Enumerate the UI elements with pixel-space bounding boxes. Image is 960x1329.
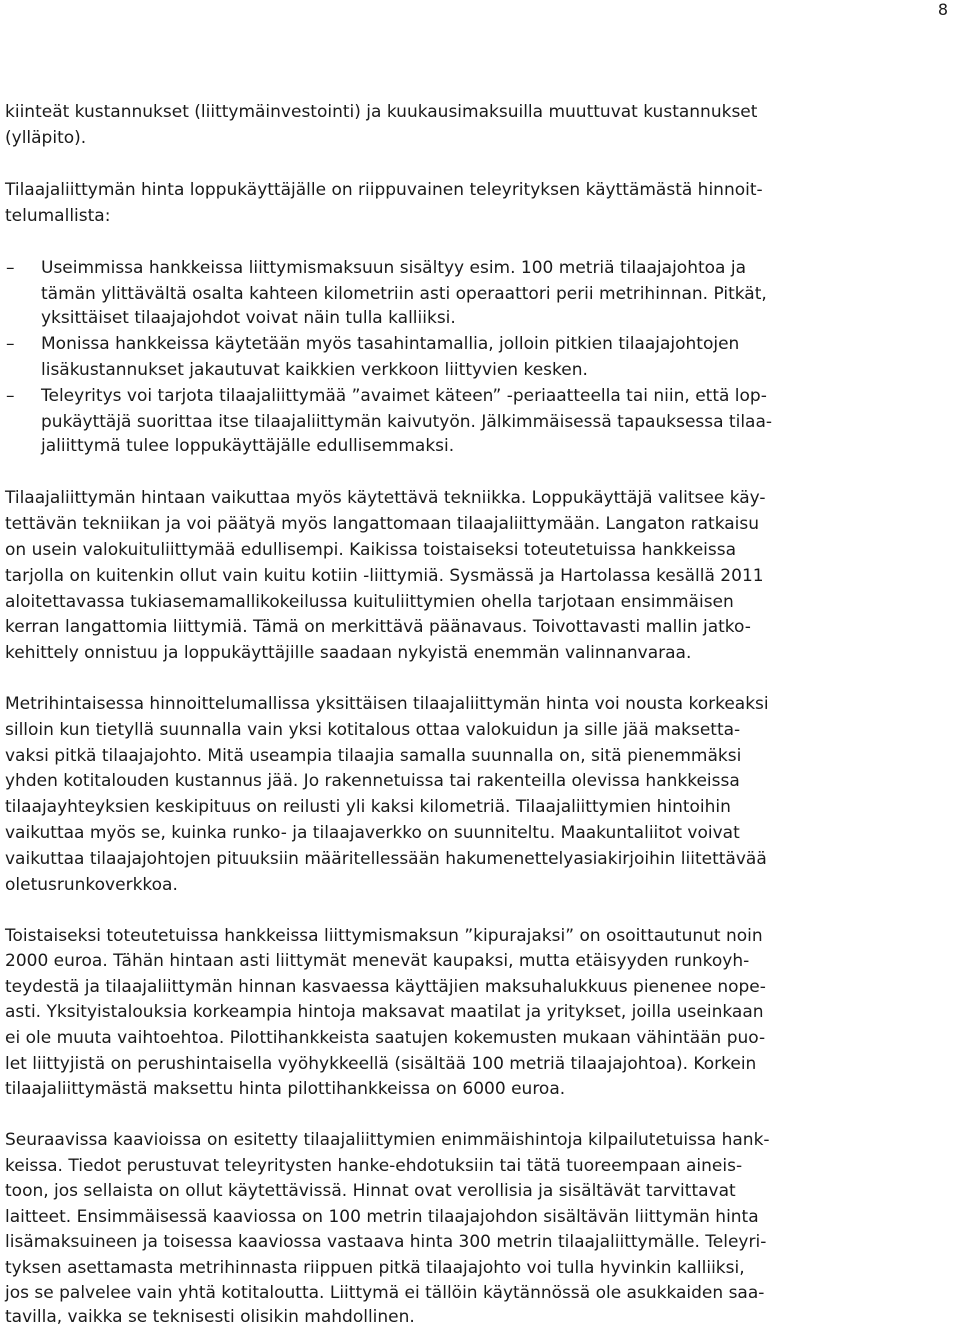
text-line: Tilaajaliittymän hintaan vaikuttaa myös käytettävä tekniikka. Loppukäyttäjä valitsee käy- [5, 488, 766, 508]
text-line: Metrihintaisessa hinnoittelumallissa yksittäisen tilaajaliittymän hinta voi nousta korkeaksi [5, 694, 769, 714]
bullet-line: Monissa hankkeissa käytetään myös tasahintamallia, jolloin pitkien tilaajajohtojen [41, 334, 740, 354]
text-line: keissa. Tiedot perustuvat teleyritysten hanke-ehdotuksiin tai tätä tuoreempaan aineis- [5, 1156, 743, 1176]
text-line: ei ole muuta vaihtoehtoa. Pilottihankkeista saatujen kokemusten mukaan vähintään puo- [5, 1028, 766, 1048]
text-line: silloin kun tietyllä suunnalla vain yksi kotitalous ottaa valokuidun ja sille jää maksetta- [5, 720, 741, 740]
text-line: kerran langattomia liittymiä. Tämä on merkittävä päänavaus. Toivottavasti mallin jatko- [5, 617, 751, 637]
bullet-line: Teleyritys voi tarjota tilaajaliittymää ”avaimet käteen” -periaatteella tai niin, että lop- [41, 386, 767, 406]
text-line: vaikuttaa myös se, kuinka runko- ja tilaajaverkko on suunniteltu. Maakuntaliitot voivat [5, 823, 740, 843]
text-line: telumallista: [5, 206, 111, 226]
bullet-marker: – [6, 386, 15, 406]
text-line: let liittyjistä on perushintaisella vyöhykkeellä (sisältää 100 metriä tilaajajohtoa). Korkein [5, 1054, 757, 1074]
text-line: 2000 euroa. Tähän hintaan asti liittymät menevät kaupaksi, mutta etäisyyden runkoyh- [5, 951, 750, 971]
text-line: vaikuttaa tilaajajohtojen pituuksiin määritellessään hakumenettelyasiakirjoihin liitettävää [5, 849, 767, 869]
text-line: kiinteät kustannukset (liittymäinvestointi) ja kuukausimaksuilla muuttuvat kustannukset [5, 102, 758, 122]
text-line: on usein valokuituliittymää edullisempi. Kaikissa toistaiseksi toteutetuissa hankkeissa [5, 540, 737, 560]
text-line: Seuraavissa kaavioissa on esitetty tilaajaliittymien enimmäishintoja kilpailutetuissa hank- [5, 1130, 770, 1150]
bullet-line: Useimmissa hankkeissa liittymismaksuun sisältyy esim. 100 metriä tilaajajohtoa ja [41, 258, 746, 278]
text-line: yhden kotitalouden kustannus jää. Jo rakennetuissa tai rakenteilla olevissa hankkeissa [5, 771, 740, 791]
bullet-line: jaliittymä tulee loppukäyttäjälle edullisemmaksi. [41, 436, 455, 456]
text-line: Toistaiseksi toteutetuissa hankkeissa liittymismaksun ”kipurajaksi” on osoittautunut noin [5, 926, 763, 946]
text-line: tyksen asettamasta metrihinnasta riippuen pitkä tilaajajohto voi tulla hyvinkin kalliiksi, [5, 1258, 745, 1278]
text-line: kehittely onnistuu ja loppukäyttäjille saadaan nykyistä enemmän valinnanvaraa. [5, 643, 692, 663]
text-line: oletusrunkoverkkoa. [5, 875, 178, 895]
page-number: 8 [937, 0, 948, 19]
text-line: tarjolla on kuitenkin ollut vain kuitu kotiin -liittymiä. Sysmässä ja Hartolassa kesällä 2011 [5, 566, 764, 586]
text-line: Tilaajaliittymän hinta loppukäyttäjälle on riippuvainen teleyrityksen käyttämästä hinnoit- [5, 180, 763, 200]
bullet-line: yksittäiset tilaajajohdot voivat näin tulla kalliiksi. [41, 308, 456, 328]
bullet-marker: – [6, 258, 15, 278]
text-line: tilaajaliittymästä maksettu hinta pilottihankkeissa on 6000 euroa. [5, 1079, 566, 1099]
bullet-line: pukäyttäjä suorittaa itse tilaajaliittymän kaivutyön. Jälkimmäisessä tapauksessa tilaa- [41, 412, 773, 432]
bullet-marker: – [6, 334, 15, 354]
text-line: asti. Yksityistalouksia korkeampia hintoja maksavat maatilat ja yritykset, joilla useinkaan [5, 1002, 764, 1022]
text-line: tavilla, vaikka se teknisesti olisikin mahdollinen. [5, 1307, 415, 1327]
text-line: teydestä ja tilaajaliittymän hinnan kasvaessa käyttäjien maksuhalukkuus pienenee nope- [5, 977, 766, 997]
text-line: aloitettavassa tukiasemamallikokeilussa kuituliittymien ohella tarjotaan ensimmäisen [5, 592, 734, 612]
text-line: (ylläpito). [5, 128, 87, 148]
text-line: vaksi pitkä tilaajajohto. Mitä useampia tilaajia samalla suunnalla on, sitä pienemmäksi [5, 746, 742, 766]
text-line: toon, jos sellaista on ollut käytettävissä. Hinnat ovat verollisia ja sisältävät tarvittavat [5, 1181, 736, 1201]
text-line: lisämaksuineen ja toisessa kaaviossa vastaava hinta 300 metrin tilaajaliittymälle. Teleyri- [5, 1232, 767, 1252]
text-line: jos se palvelee vain yhtä kotitaloutta. Liittymä ei tällöin käytännössä ole asukkaiden saa- [5, 1283, 765, 1303]
bullet-line: tämän ylittävältä osalta kahteen kilometriin asti operaattori perii metrihinnan. Pitkät, [41, 284, 767, 304]
text-line: laitteet. Ensimmäisessä kaaviossa on 100 metrin tilaajajohdon sisältävän liittymän hinta [5, 1207, 759, 1227]
bullet-line: lisäkustannukset jakautuvat kaikkien verkkoon liittyvien kesken. [41, 360, 588, 380]
text-line: tilaajayhteyksien keskipituus on reilusti yli kaksi kilometriä. Tilaajaliittymien hintoihin [5, 797, 731, 817]
text-line: tettävän tekniikan ja voi päätyä myös langattomaan tilaajaliittymään. Langaton ratkaisu [5, 514, 760, 534]
